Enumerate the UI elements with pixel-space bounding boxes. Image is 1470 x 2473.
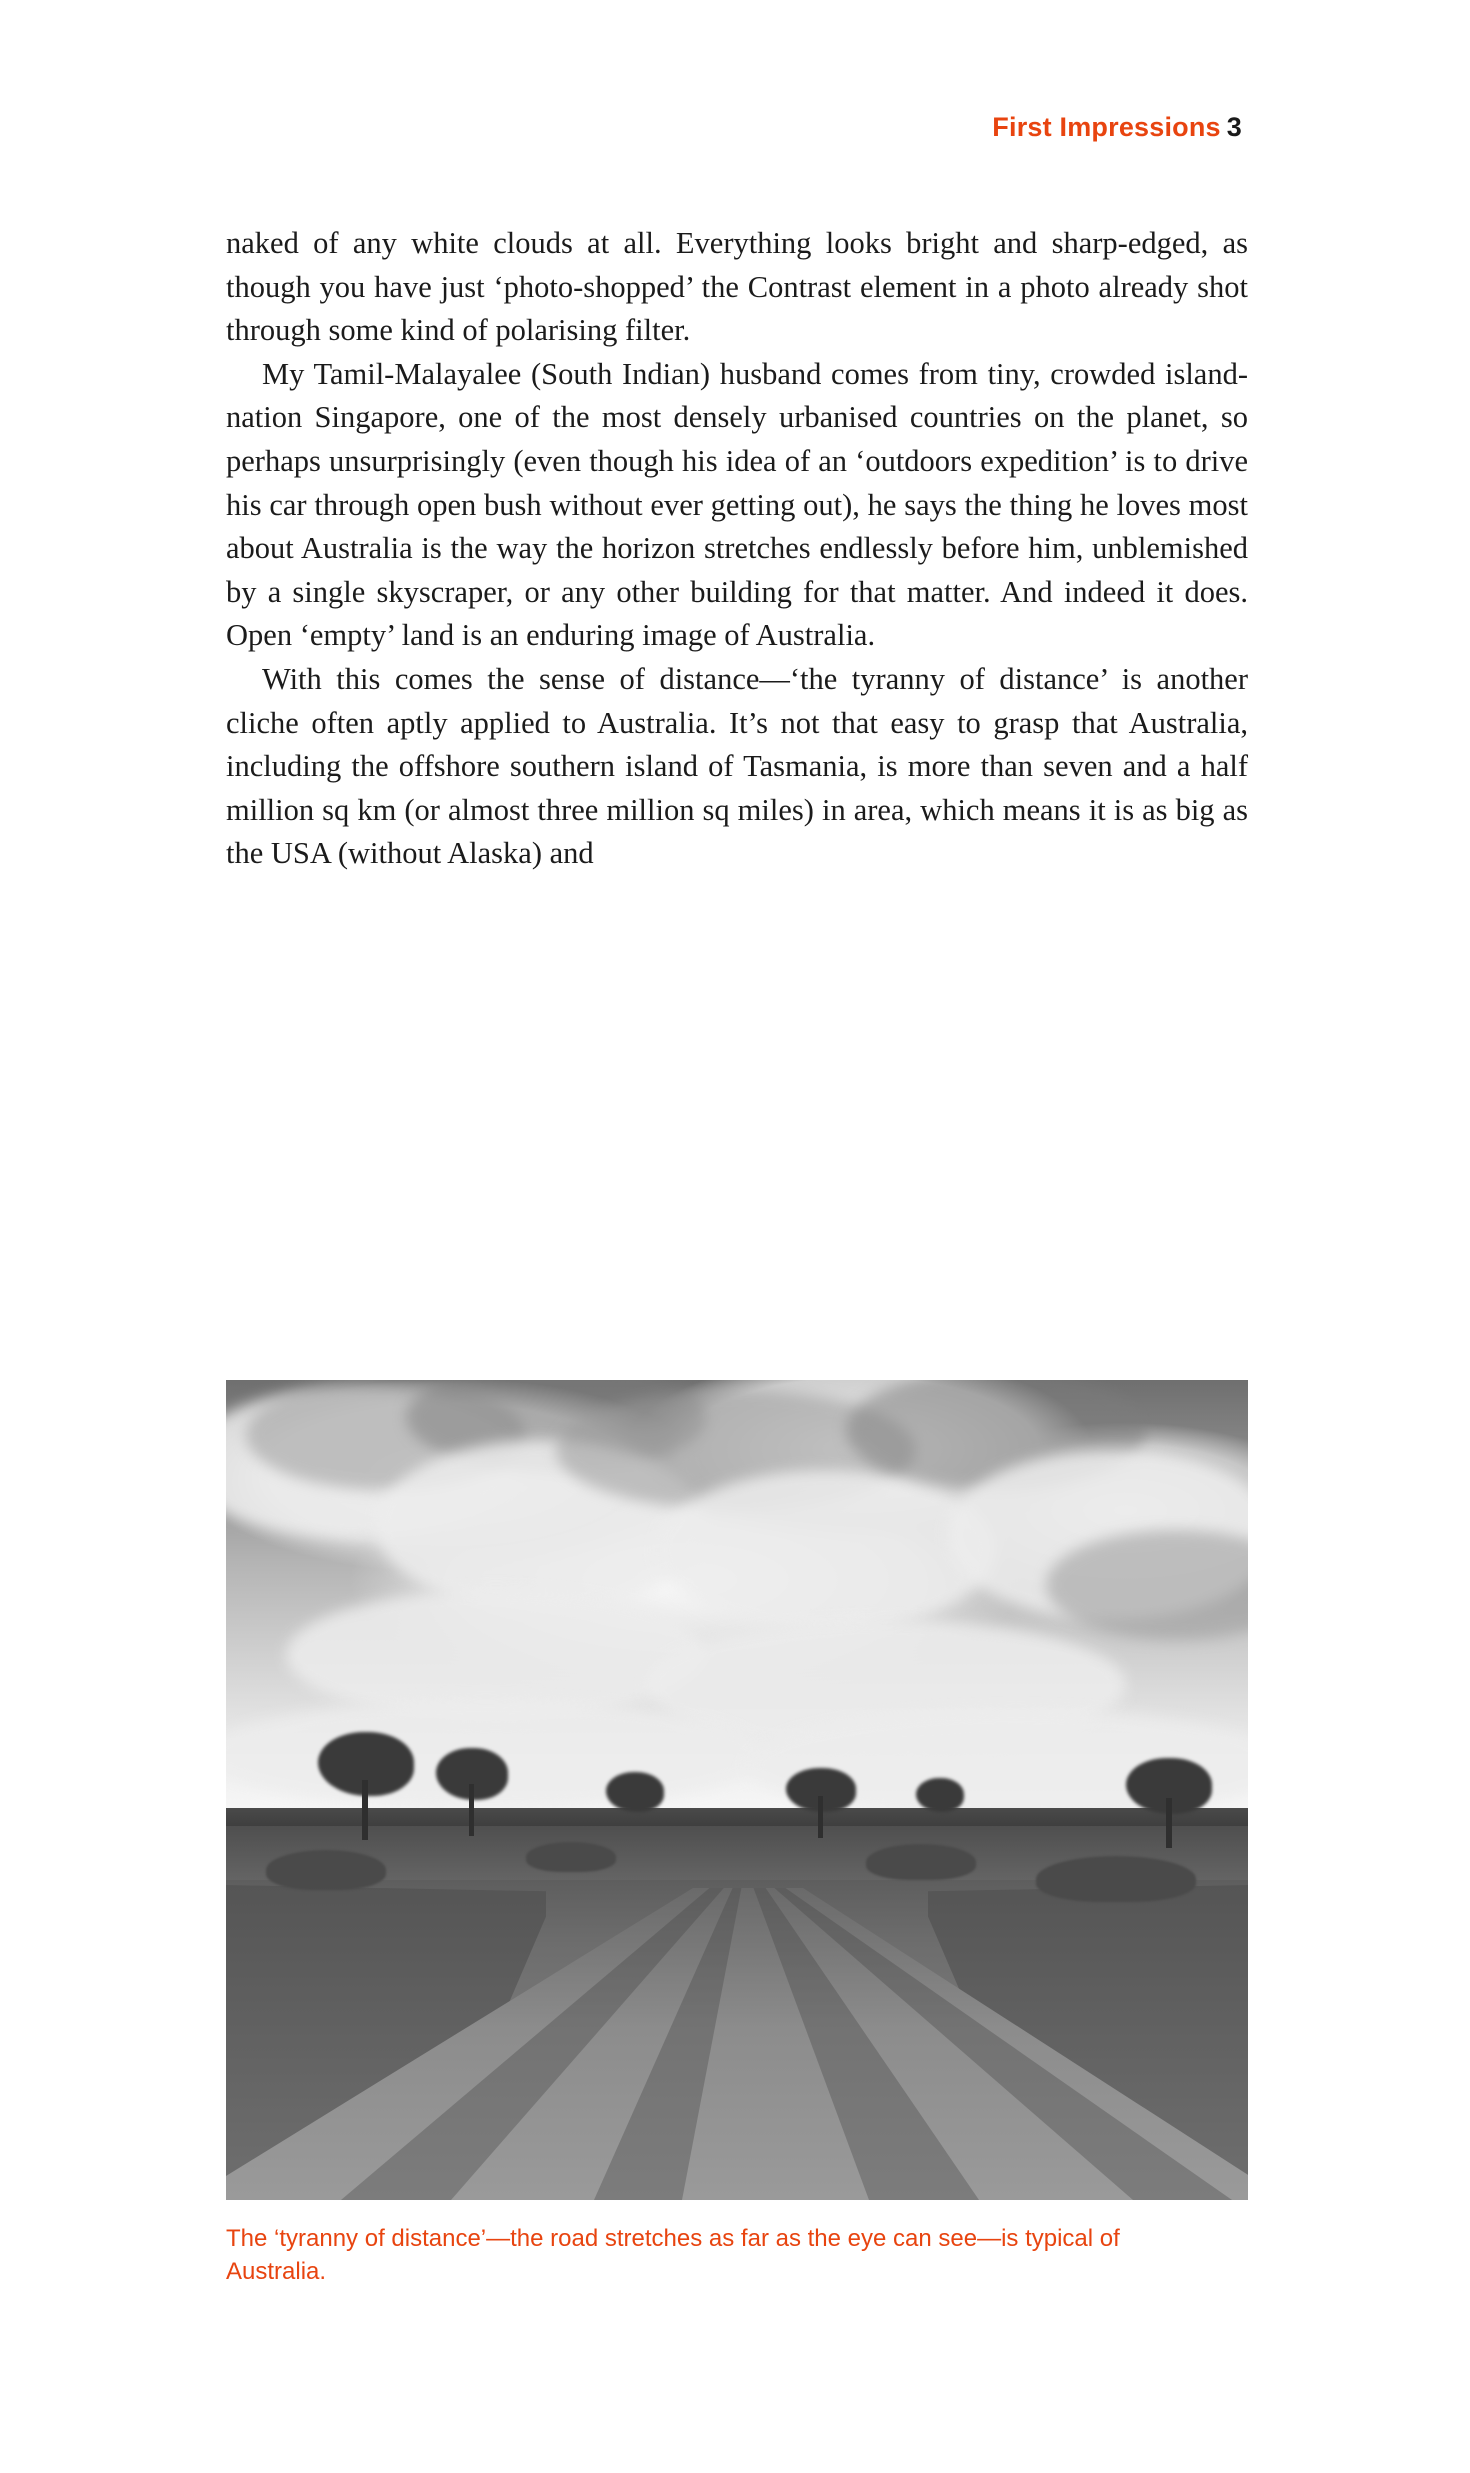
figure: [226, 1380, 1248, 2288]
paragraph-2: My Tamil-Malayalee (South Indian) husband comes from tiny, crowded island-nation Singapore, one of the most densely urbanised countries on the planet, so perhaps unsurprisingly (even though his idea of an ‘outdoors expedition’ is to drive his car through open bush without ever getting out), he says the thing he loves most about Australia is the way the horizon stretches endlessly before him, unblemished by a single skyscraper, or any other building for that matter. And indeed it does. Open ‘empty’ land is an enduring image of Australia.: [226, 356, 1248, 653]
tree-icon: [606, 1772, 664, 1812]
tree-icon: [916, 1778, 964, 1812]
tree-icon: [362, 1780, 368, 1840]
bush-shape: [1036, 1856, 1196, 1902]
page-number: 3: [1226, 112, 1242, 142]
tree-icon: [469, 1784, 474, 1836]
running-head: [992, 112, 1242, 143]
photo-outback-road: [226, 1380, 1248, 2200]
figure-caption: The ‘tyranny of distance’—the road stretches as far as the eye can see—is typical of Australia.: [226, 2225, 1120, 2285]
bush-shape: [266, 1850, 386, 1890]
paragraph-3: With this comes the sense of distance—‘the tyranny of distance’ is another cliche often aptly applied to Australia. It’s not that easy to grasp that Australia, including the offshore southern island of Tasmania, is more than seven and a half million sq km (or almost three million sq miles) in area, which means it is as big as the USA (without Alaska) and: [226, 661, 1248, 871]
cloud-shape: [656, 1470, 996, 1630]
running-head-chapter: First Impressions: [992, 112, 1221, 142]
body-text-column: [226, 222, 1248, 876]
bush-shape: [526, 1842, 616, 1872]
tree-icon: [1166, 1798, 1172, 1848]
tree-icon: [818, 1796, 823, 1838]
paragraph-1: naked of any white clouds at all. Everything looks bright and sharp-edged, as though you have just ‘photo-shopped’ the Contrast element in a photo already shot through some kind of polarising filter.: [226, 226, 1248, 348]
bush-shape: [866, 1844, 976, 1880]
